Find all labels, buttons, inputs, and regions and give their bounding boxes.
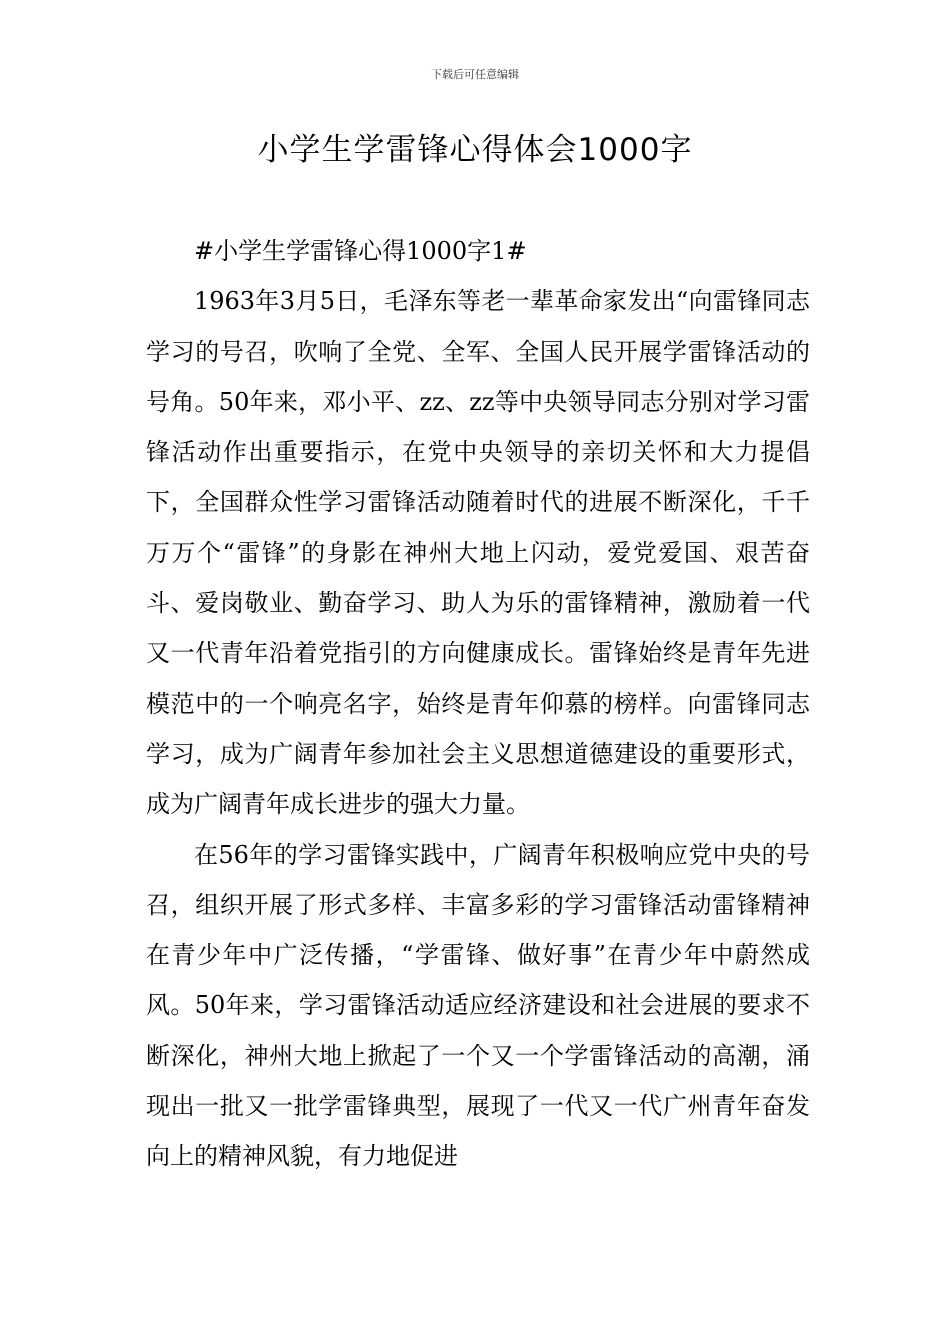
page-title: 小学生学雷锋心得体会1000字 — [257, 132, 693, 168]
section-heading: #小学生学雷锋心得1000字1# — [194, 237, 527, 265]
paragraph: 1963年3月5日，毛泽东等老一辈革命家发出“向雷锋同志学习的号召，吹响了全党、全军、全国人民开展学雷锋活动的号角。50年来，邓小平、zz、zz等中央领导同志分别对学习雷锋活动作出重要指示，在党中央领导的亲切关怀和大力提倡下，全国群众性学习雷锋活动随着时代的进展不断深化，千千万万个“雷锋”的身影在神州大地上闪动，爱党爱国、艰苦奋斗、爱岗敬业、勤奋学习、助人为乐的雷锋精神，激励着一代又一代青年沿着党指引的方向健康成长。雷锋始终是青年先进模范中的一个响亮名字，始终是青年仰慕的榜样。向雷锋同志学习，成为广阔青年参加社会主义思想道德建设的重要形式，成为广阔青年成长进步的强大力量。 — [146, 287, 810, 819]
paragraph: 在56年的学习雷锋实践中，广阔青年积极响应党中央的号召，组织开展了形式多样、丰富多彩的学习雷锋活动雷锋精神在青少年中广泛传播，“学雷锋、做好事”在青少年中蔚然成风。50年来，学习雷锋活动适应经济建设和社会进展的要求不断深化，神州大地上掀起了一个又一个学雷锋活动的高潮，涌现出一批又一批学雷锋典型，展现了一代又一代广州青年奋发向上的精神风貌，有力地促进 — [146, 840, 810, 1171]
document-body — [146, 226, 810, 1182]
header-note: 下载后可任意编辑 — [431, 68, 519, 81]
